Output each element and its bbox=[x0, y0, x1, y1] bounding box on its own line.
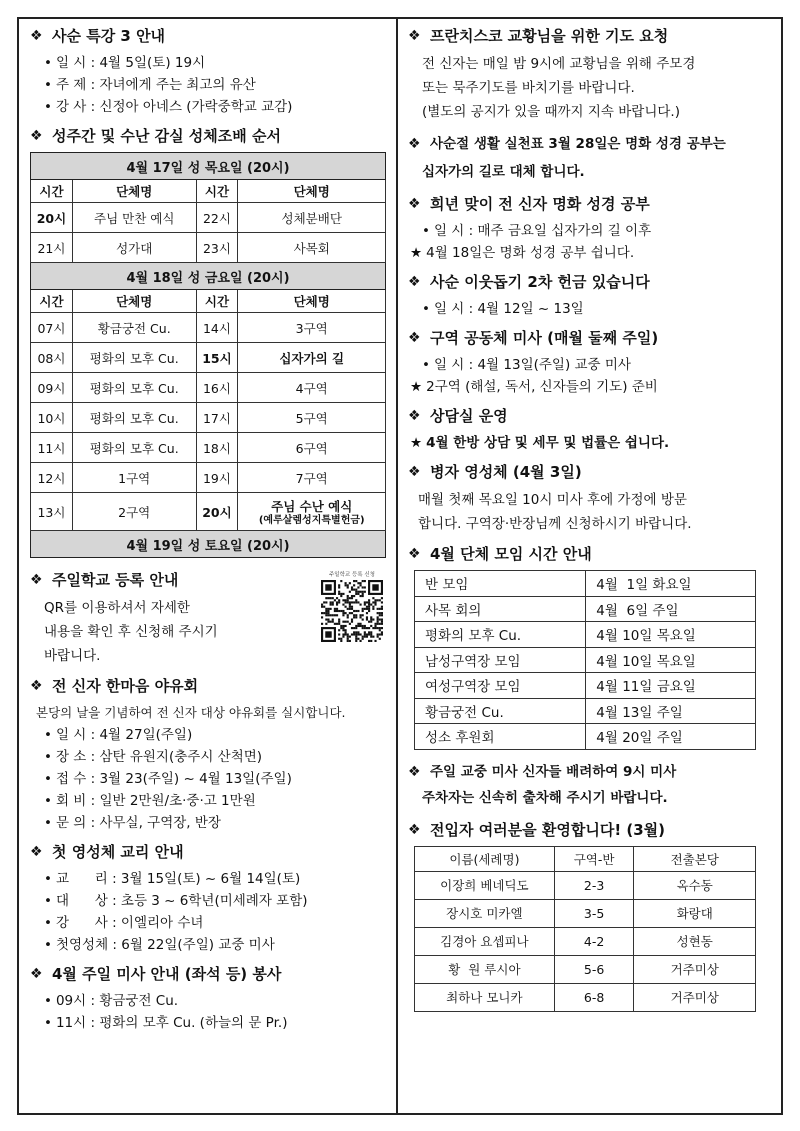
list-item: • 일 시 : 4월 12일 ~ 13일 bbox=[422, 301, 584, 317]
diamond-bullet-icon: ❖ bbox=[30, 128, 43, 144]
meetings-section bbox=[408, 544, 768, 750]
table-row: 10시 평화의 모후 Cu. 17시 5구역 bbox=[31, 403, 386, 433]
table-row: 평화의 모후 Cu. 4월 10일 목요일 bbox=[415, 622, 756, 648]
list-item: • 회 비 : 일반 2만원/초·중·고 1만원 bbox=[44, 793, 256, 809]
list-item: • 11시 : 평화의 모후 Cu. (하늘의 문 Pr.) bbox=[44, 1015, 288, 1031]
list-item: • 첫영성체 : 6월 22일(주일) 교중 미사 bbox=[44, 937, 275, 953]
diamond-bullet-icon: ❖ bbox=[30, 966, 43, 982]
district-title: 구역 공동체 미사 (매월 둘째 주일) bbox=[430, 329, 659, 347]
picnic-title: 전 신자 한마음 야유회 bbox=[52, 677, 199, 695]
welcome-title: 전입자 여러분을 환영합니다! (3월) bbox=[430, 820, 666, 839]
list-item: ★ 2구역 (해설, 독서, 신자들의 기도) 준비 bbox=[410, 379, 658, 395]
star-icon: ★ bbox=[410, 245, 423, 261]
picnic-intro: 본당의 날을 기념하여 전 신자 대상 야유회를 실시합니다. bbox=[36, 705, 346, 720]
left-column bbox=[30, 26, 386, 1042]
table-row: 장시호 미카엘 3-5 화랑대 bbox=[415, 899, 756, 927]
table-row: 황 원 루시아 5-6 거주미상 bbox=[415, 955, 756, 983]
table-row: 사목 회의 4월 6일 주일 bbox=[415, 596, 756, 622]
bible-study-section bbox=[408, 194, 768, 264]
table-row: 12시 1구역 19시 7구역 bbox=[31, 463, 386, 493]
table-row: 성소 후원회 4월 20일 주일 bbox=[415, 724, 756, 750]
list-item: • 일 시 : 매주 금요일 십자가의 길 이후 bbox=[422, 223, 652, 239]
diamond-bullet-icon: ❖ bbox=[408, 763, 421, 780]
adoration-section bbox=[30, 126, 386, 558]
diamond-bullet-icon: ❖ bbox=[30, 28, 43, 44]
bible-title: 희년 맞이 전 신자 명화 성경 공부 bbox=[430, 195, 650, 213]
table-row: 김경아 요셉피나 4-2 성현동 bbox=[415, 927, 756, 955]
lent-notice-section: ❖ 사순절 생활 실천표 3월 28일은 명화 성경 공부는 십자가의 길로 대체 합니다. bbox=[408, 136, 726, 180]
district-mass-section bbox=[408, 328, 768, 398]
diamond-bullet-icon: ❖ bbox=[408, 28, 421, 44]
table-header-row: 시간 단체명 시간 단체명 bbox=[31, 290, 386, 313]
day-band: 4월 17일 성 목요일 (20시) bbox=[31, 153, 386, 180]
list-item: • 교 리 : 3월 15일(토) ~ 6월 14일(토) bbox=[44, 871, 301, 887]
list-item: • 대 상 : 초등 3 ~ 6학년(미세례자 포함) bbox=[44, 893, 308, 909]
lent-title: 사순절 생활 실천표 3월 28일은 명화 성경 공부는 bbox=[430, 136, 726, 152]
diamond-bullet-icon: ❖ bbox=[408, 546, 421, 562]
list-item: • 09시 : 황금궁전 Cu. bbox=[44, 993, 179, 1009]
lecture-title: 사순 특강 3 안내 bbox=[52, 27, 166, 45]
list-item: • 문 의 : 사무실, 구역장, 반장 bbox=[44, 815, 221, 831]
pope-prayer-section: ❖ 프란치스코 교황님을 위한 기도 요청 전 신자는 매일 밤 9시에 교황님을 위해 주모경 또는 묵주기도를 바치기를 바랍니다. (별도의 공지가 있을 때까지 지속 바랍니다.) bbox=[408, 27, 696, 120]
column-divider bbox=[396, 19, 398, 1113]
newcomers-table bbox=[414, 846, 756, 1012]
list-item: ★ 4월 한방 상담 및 세무 및 법률은 쉽니다. bbox=[410, 435, 670, 451]
qr-code-icon bbox=[321, 580, 383, 642]
table-row: 여성구역장 모임 4월 11일 금요일 bbox=[415, 673, 756, 699]
table-row: 07시 황금궁전 Cu. 14시 3구역 bbox=[31, 313, 386, 343]
meetings-title: 4월 단체 모임 시간 안내 bbox=[430, 545, 592, 563]
diamond-bullet-icon: ❖ bbox=[408, 821, 421, 838]
list-item: • 주 제 : 자녀에게 주는 최고의 유산 bbox=[44, 77, 256, 93]
pope-title: 프란치스코 교황님을 위한 기도 요청 bbox=[430, 27, 669, 45]
table-row: 11시 평화의 모후 Cu. 18시 6구역 bbox=[31, 433, 386, 463]
mass-parking-note: ❖ 주일 교중 미사 신자들 배려하여 9시 미사 주차자는 신속히 출차해 주시기 바랍니다. bbox=[408, 763, 677, 806]
table-row: 남성구역장 모임 4월 10일 목요일 bbox=[415, 647, 756, 673]
sick-communion-section: ❖ 병자 영성체 (4월 3일) 매월 첫째 목요일 10시 미사 후에 가정에 방문 합니다. 구역장·반장님께 신청하시기 바랍니다. bbox=[408, 463, 692, 532]
donation-section bbox=[408, 272, 768, 320]
welcome-section bbox=[408, 820, 768, 1012]
list-item: • 강 사 : 신정아 아네스 (가락중학교 교감) bbox=[44, 99, 293, 115]
list-item: • 접 수 : 3월 23(주일) ~ 4월 13일(주일) bbox=[44, 771, 292, 787]
table-row: 20시 주님 만찬 예식 22시 성체분배단 bbox=[31, 203, 386, 233]
diamond-bullet-icon: ❖ bbox=[408, 274, 421, 290]
diamond-bullet-icon: ❖ bbox=[408, 330, 421, 346]
meetings-table bbox=[414, 570, 756, 750]
adoration-table bbox=[30, 152, 386, 558]
list-item: • 일 시 : 4월 5일(토) 19시 bbox=[44, 55, 206, 71]
table-row: 08시 평화의 모후 Cu. 15시 십자가의 길 bbox=[31, 343, 386, 373]
day-band: 4월 18일 성 금요일 (20시) bbox=[31, 263, 386, 290]
table-row: 반 모임 4월 1일 화요일 bbox=[415, 571, 756, 597]
picnic-section bbox=[30, 676, 386, 834]
table-row: 09시 평화의 모후 Cu. 16시 4구역 bbox=[31, 373, 386, 403]
list-item: ★ 4월 18일은 명화 성경 공부 쉽니다. bbox=[410, 245, 635, 261]
diamond-bullet-icon: ❖ bbox=[30, 678, 43, 694]
table-header-row: 이름(세례명) 구역-반 전출본당 bbox=[415, 846, 756, 871]
right-column bbox=[408, 26, 768, 1020]
counsel-title: 상담실 운영 bbox=[430, 407, 508, 425]
table-header-row: 시간 단체명 시간 단체명 bbox=[31, 180, 386, 203]
diamond-bullet-icon: ❖ bbox=[408, 464, 421, 480]
diamond-bullet-icon: ❖ bbox=[408, 408, 421, 424]
star-icon: ★ bbox=[410, 435, 423, 451]
list-item: • 장 소 : 삼탄 유원지(충주시 산척면) bbox=[44, 749, 263, 765]
communion-title: 첫 영성체 교리 안내 bbox=[52, 843, 184, 861]
list-item: • 강 사 : 이엘리아 수녀 bbox=[44, 915, 204, 931]
diamond-bullet-icon: ❖ bbox=[30, 572, 43, 588]
adoration-title: 성주간 및 수난 감실 성체조배 순서 bbox=[52, 127, 281, 145]
diamond-bullet-icon: ❖ bbox=[30, 844, 43, 860]
table-row: 최하나 모니카 6-8 거주미상 bbox=[415, 983, 756, 1011]
day-band: 4월 19일 성 토요일 (20시) bbox=[31, 531, 386, 558]
list-item: • 일 시 : 4월 27일(주일) bbox=[44, 727, 193, 743]
sunday-school-section: ❖ 주일학교 등록 안내 QR를 이용하셔서 자세한 내용을 확인 후 신청해 주시기 바랍니다. 주일학교 등록 신청 bbox=[30, 570, 386, 668]
first-communion-section bbox=[30, 842, 386, 956]
list-item: • 일 시 : 4월 13일(주일) 교중 미사 bbox=[422, 357, 631, 373]
star-icon: ★ bbox=[410, 379, 423, 395]
table-row: 13시 2구역 20시 주님 수난 예식 (예루살렘성지특별헌금) bbox=[31, 493, 386, 531]
service-title: 4월 주일 미사 안내 (좌석 등) 봉사 bbox=[52, 965, 282, 983]
sick-title: 병자 영성체 (4월 3일) bbox=[430, 463, 582, 481]
lecture-section bbox=[30, 26, 386, 118]
diamond-bullet-icon: ❖ bbox=[408, 196, 421, 212]
table-row: 이장희 베네딕도 2-3 옥수동 bbox=[415, 871, 756, 899]
qr-code-block[interactable]: 주일학교 등록 신청 bbox=[320, 570, 384, 646]
donation-title: 사순 이웃돕기 2차 헌금 있습니다 bbox=[430, 273, 650, 291]
counsel-section bbox=[408, 406, 768, 454]
mass-service-section bbox=[30, 964, 386, 1034]
table-row: 황금궁전 Cu. 4월 13일 주일 bbox=[415, 698, 756, 724]
diamond-bullet-icon: ❖ bbox=[408, 136, 421, 152]
sunday-school-title: 주일학교 등록 안내 bbox=[52, 571, 179, 589]
table-row: 21시 성가대 23시 사목회 bbox=[31, 233, 386, 263]
